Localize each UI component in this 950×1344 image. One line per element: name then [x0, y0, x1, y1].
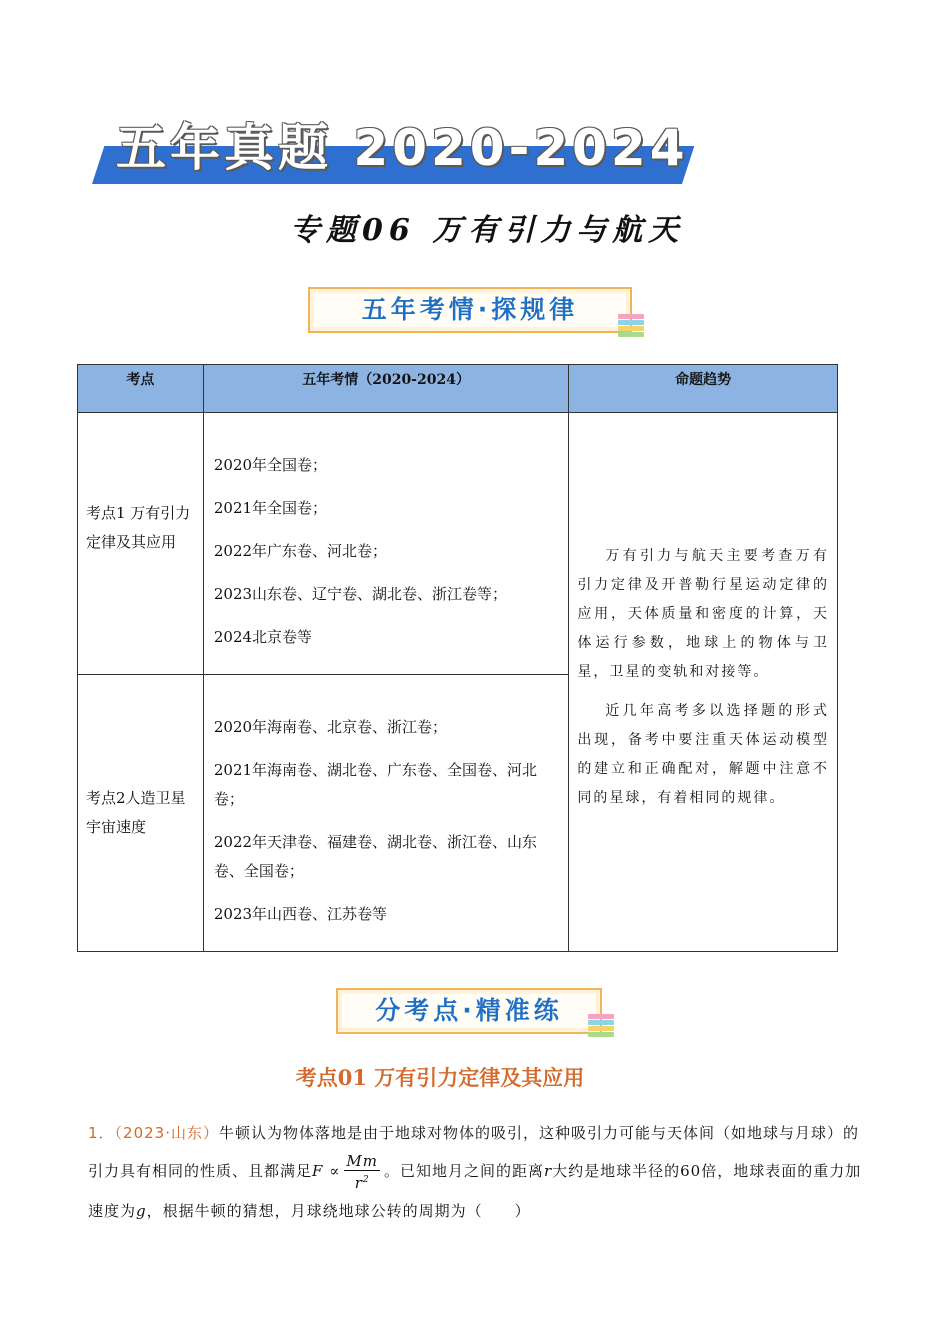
year-entry: 2020年海南卷、北京卷、浙江卷；: [213, 718, 448, 736]
formula-fraction: [344, 1152, 380, 1192]
question-text: 。已知地月之间的距离: [383, 1162, 544, 1180]
trend-paragraph: 近几年高考多以选择题的形式出现，备考中要注重天体运动模型的建立和正确配对，解题中注意不同的星球，有着相同的规律。: [577, 702, 829, 806]
year-entry: 2024北京卷等: [213, 628, 313, 646]
question-number: 1．: [88, 1124, 115, 1142]
banner-title: 五年真题 2020-2024: [116, 119, 689, 177]
section-header-label: 分考点·精准练: [375, 996, 563, 1025]
header-topic: 考点: [78, 365, 204, 413]
question-text: 大约是地球半径的60倍，地球表面的重力加速度为: [88, 1162, 862, 1220]
year-entry: 2020年全国卷；: [213, 456, 328, 474]
year-entry: 2023年山西卷、江苏卷等: [213, 905, 388, 923]
books-icon: [588, 1014, 618, 1038]
table-row: [78, 413, 838, 675]
books-icon: [618, 314, 648, 338]
formula-lhs: F ∝: [312, 1162, 341, 1180]
header-trend: 命题趋势: [569, 365, 838, 413]
year-entry: 2021年全国卷；: [213, 499, 328, 517]
topic-cell: 考点2人造卫星 宇宙速度: [78, 675, 204, 952]
year-entry: 2021年海南卷、湖北卷、广东卷、全国卷、河北卷；: [213, 761, 538, 808]
formula-den-var: r: [354, 1174, 363, 1192]
year-banner: [92, 118, 689, 186]
year-entry: 2022年广东卷、河北卷；: [213, 542, 388, 560]
years-cell: [203, 413, 568, 675]
formula-denominator: [344, 1171, 380, 1192]
variable-g: g: [136, 1202, 147, 1220]
section-header-practice: [336, 988, 602, 1034]
question-source: （2023·山东）: [114, 1124, 219, 1142]
question-text: ，根据牛顿的猜想，月球绕地球公转的周期为（ ）: [146, 1202, 531, 1220]
formula-den-exponent: 2: [362, 1175, 370, 1185]
question-1: [88, 1114, 873, 1230]
variable-r: r: [543, 1162, 553, 1180]
year-entry: 2022年天津卷、福建卷、湖北卷、浙江卷、山东卷、全国卷；: [213, 833, 538, 880]
years-cell: [203, 675, 568, 952]
topic-title: 专题06 万有引力与航天: [290, 213, 685, 248]
exam-trend-table: [77, 364, 838, 952]
table-header-row: [78, 365, 838, 413]
section-header-trends: [308, 287, 632, 333]
year-entry: 2023山东卷、辽宁卷、湖北卷、浙江卷等；: [213, 585, 508, 603]
knowledge-point-title: 考点01 万有引力定律及其应用: [295, 1065, 585, 1090]
header-years: 五年考情（2020-2024）: [203, 365, 568, 413]
question-text: 牛顿认为物体落地是由于地球对物体的吸引，这种吸引力可能与天体间（如地球与月球）的引力具有相同的性质、且都满足: [88, 1124, 860, 1180]
trend-paragraph: 万有引力与航天主要考查万有引力定律及开普勒行星运动定律的应用，天体质量和密度的计算，天体运行参数，地球上的物体与卫星，卫星的变轨和对接等。: [577, 547, 829, 680]
trend-cell: [569, 413, 838, 952]
formula-numerator: Mm: [346, 1152, 378, 1170]
section-header-label: 五年考情·探规律: [361, 295, 579, 324]
topic-cell: 考点1 万有引力定律及其应用: [78, 413, 204, 675]
